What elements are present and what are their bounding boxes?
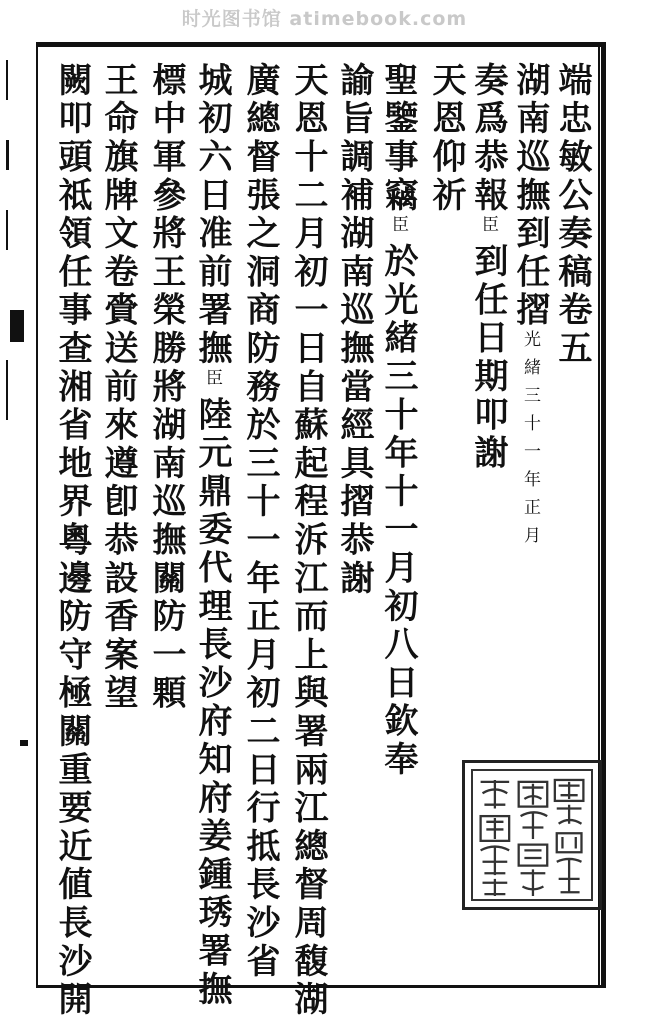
column-text: 城初六日准前署撫 [192, 62, 232, 369]
column-text-rest: 於光緒三十年十一月初八日欽奉 [378, 243, 418, 780]
text-column-6: 廣總督張之洞商防務於三十一年正月初二日行抵長沙省 [240, 62, 280, 982]
date-note: 光緒三十一年正月 [520, 330, 540, 555]
text-column-3 [379, 62, 417, 779]
text-column-8: 標中軍參將王榮勝將湖南巡撫關防一顆 [146, 62, 186, 714]
column-text: 聖鑒事竊 [378, 62, 418, 216]
library-seal-stamp [462, 760, 602, 910]
text-column-10: 闕叩頭祗領任事查湘省地界粵邊防守極關重要近値長沙開 [52, 62, 92, 1020]
seal-glyphs-icon [473, 771, 591, 905]
text-column-7 [193, 62, 231, 1009]
humble-marker: 臣 [478, 215, 498, 244]
column-text: 奏爲恭報 [468, 62, 508, 216]
text-column-5: 天恩十二月初一日自蘇起程泝江而上與署兩江總督周馥湖 [288, 62, 328, 1020]
text-column-9: 王命旗牌文卷賫送前來遵卽恭設香案望 [98, 62, 138, 714]
humble-marker: 臣 [388, 215, 408, 244]
binding-edge-marks [0, 60, 30, 760]
watermark: 时光图书馆 atimebook.com [181, 8, 468, 30]
memorial-title: 湖南巡撫到任摺 [510, 62, 550, 331]
text-column-4: 諭旨調補湖南巡撫當經具摺恭謝 [334, 62, 374, 599]
column-text-rest: 到任日期叩謝 [468, 243, 508, 474]
column-text-rest: 陸元鼎委代理長沙府知府姜鍾琇署撫 [192, 396, 232, 1010]
text-column-1 [469, 62, 507, 473]
memorial-title-column [511, 62, 549, 554]
text-column-2: 天恩仰祈 [426, 62, 466, 216]
humble-marker: 臣 [202, 368, 222, 397]
book-title-column: 端忠敏公奏稿卷五 [552, 62, 592, 369]
